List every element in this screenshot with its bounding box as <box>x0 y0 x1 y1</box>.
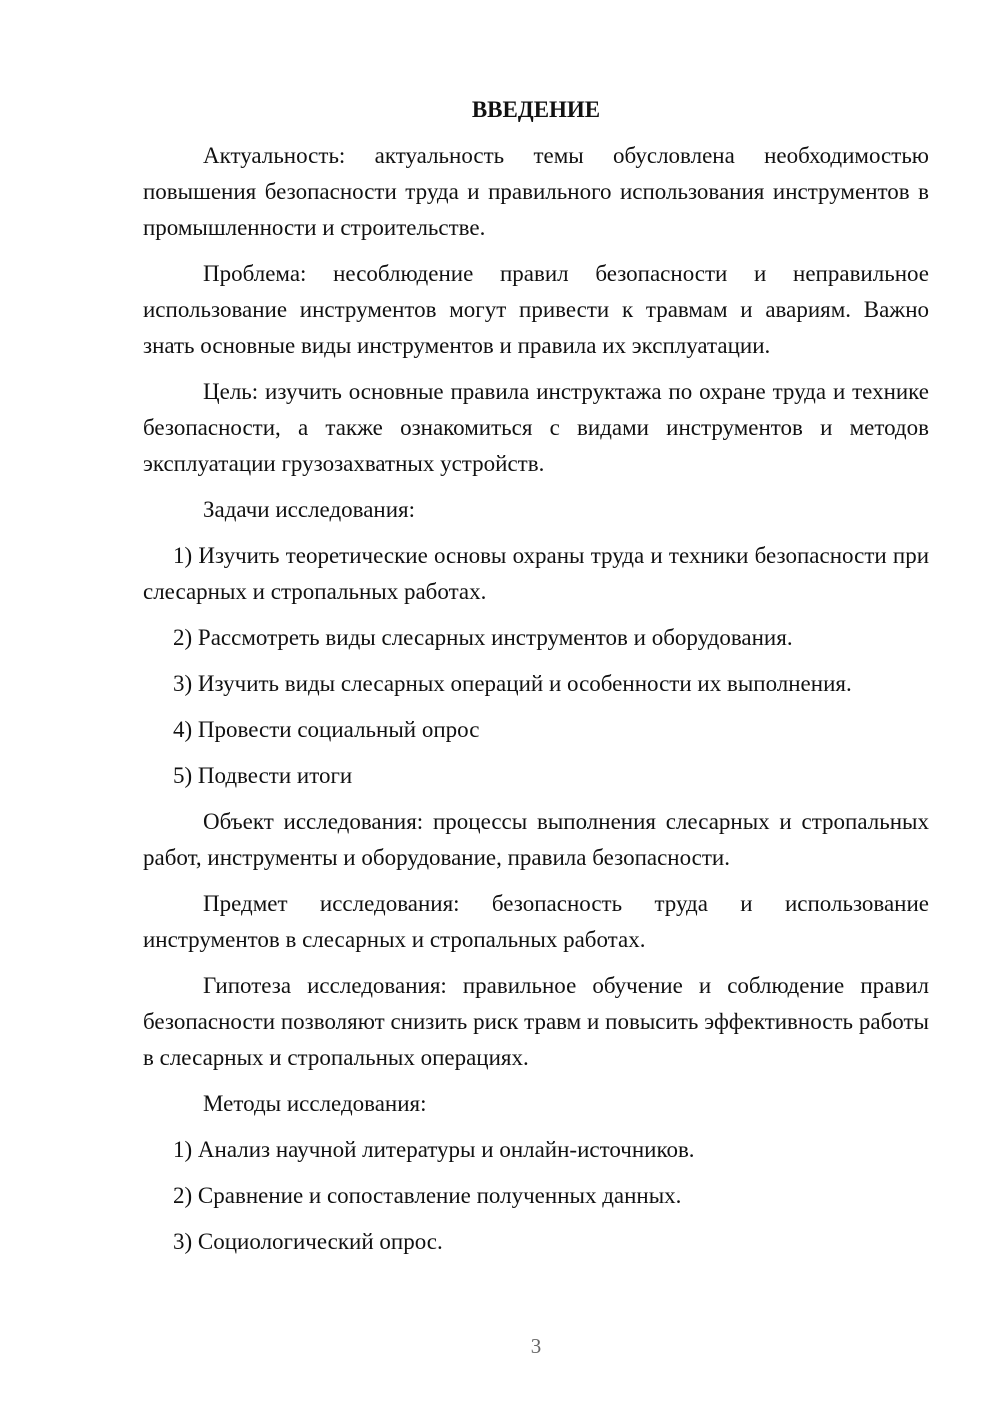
task-item-3: 3) Изучить виды слесарных операций и особенности их выполнения. <box>173 671 852 696</box>
method-item-2: 2) Сравнение и сопоставление полученных данных. <box>173 1183 682 1208</box>
paragraph-object: Объект исследования: процессы выполнения слесарных и стропальных работ, инструменты и оборудование, правила безопасности. <box>143 809 929 870</box>
page-number: 3 <box>530 1334 542 1358</box>
tasks-heading: Задачи исследования: <box>203 497 416 522</box>
task-item-1: 1) Изучить теоретические основы охраны труда и техники безопасности при слесарных и стропальных работах. <box>143 543 929 604</box>
methods-heading: Методы исследования: <box>203 1091 427 1116</box>
document-page <box>143 92 929 1270</box>
paragraph-subject: Предмет исследования: безопасность труда и использование инструментов в слесарных и стропальных работах. <box>143 891 929 952</box>
page-title: ВВЕДЕНИЕ <box>471 97 601 122</box>
paragraph-problem: Проблема: несоблюдение правил безопасности и неправильное использование инструментов могут привести к травмам и авариям. Важно знать основные виды инструментов и правила их эксплуатации. <box>143 261 929 358</box>
method-item-3: 3) Социологический опрос. <box>173 1229 443 1254</box>
paragraph-goal: Цель: изучить основные правила инструктажа по охране труда и технике безопасности, а также ознакомиться с видами инструментов и методов эксплуатации грузозахватных устройств. <box>143 379 929 476</box>
task-item-2: 2) Рассмотреть виды слесарных инструментов и оборудования. <box>173 625 793 650</box>
task-item-5: 5) Подвести итоги <box>173 763 353 788</box>
paragraph-relevance: Актуальность: актуальность темы обусловлена необходимостью повышения безопасности труда и правильного использования инструментов в промышленности и строительстве. <box>143 143 929 240</box>
method-item-1: 1) Анализ научной литературы и онлайн-источников. <box>173 1137 695 1162</box>
task-item-4: 4) Провести социальный опрос <box>173 717 480 742</box>
paragraph-hypothesis: Гипотеза исследования: правильное обучение и соблюдение правил безопасности позволяют снизить риск травм и повысить эффективность работы в слесарных и стропальных операциях. <box>143 973 929 1070</box>
